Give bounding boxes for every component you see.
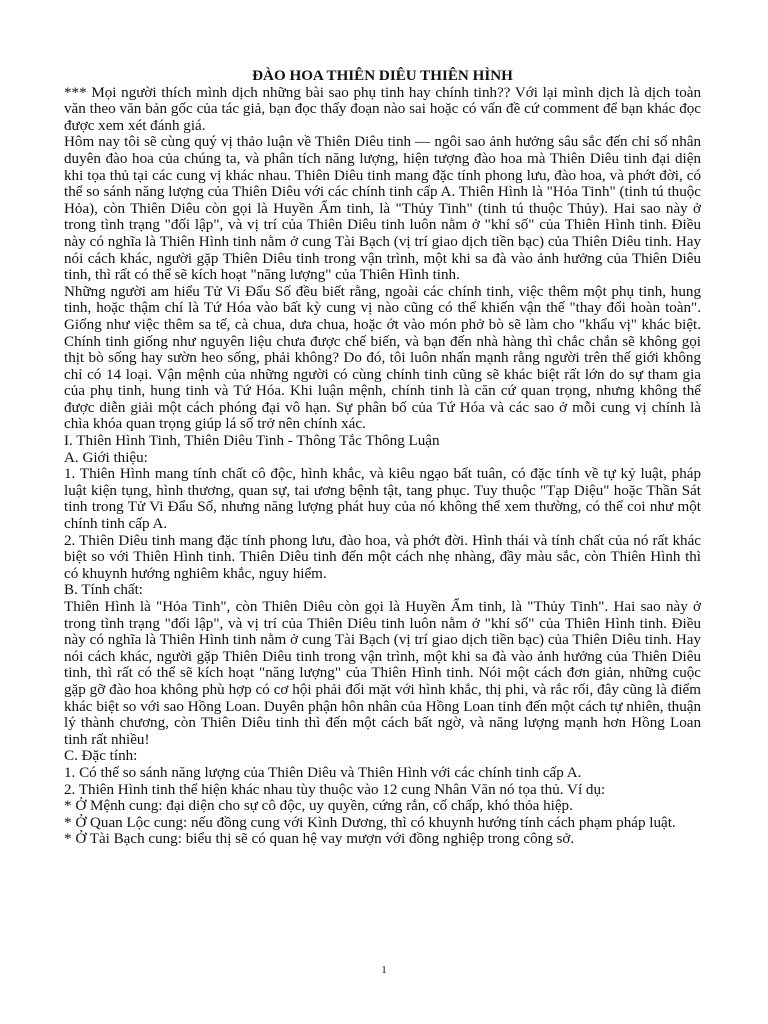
- subsection-heading-c: C. Đặc tính:: [64, 748, 138, 765]
- bullet-item-tai-bach: * Ở Tài Bạch cung: biểu thị sẽ có quan hệ vay mượn với đồng nghiệp trong công sở.: [64, 831, 575, 848]
- section-heading-1: I. Thiên Hình Tinh, Thiên Diêu Tinh - Thông Tắc Thông Luận: [64, 433, 440, 450]
- introduction-paragraph: Hôm nay tôi sẽ cùng quý vị thảo luận về Thiên Diêu tinh — ngôi sao ảnh hưởng sâu sắc đến chỉ số nhân duyên đào hoa của chúng ta, và phân tích năng lượng, hiện tượng đào hoa mà Thiên Diêu tinh đại diện khi tọa thủ tại các cung vị khác nhau. Thiên Diêu tinh mang đặc tính phong lưu, đào hoa, và phớt đời, có thể so sánh năng lượng của Thiên Diêu với các chính tinh cấp A. Thiên Hình là "Hỏa Tinh" (tinh tú thuộc Hỏa), còn Thiên Diêu còn gọi là Huyền Ẩm tinh, là "Thủy Tinh" (tinh tú thuộc Thủy). Hai sao này ở trong tình trạng "đối lập", và vị trí của Thiên Diêu tinh luôn nằm ở "khí số" của Thiên Hình tinh. Điều này có nghĩa là Thiên Hình tinh nằm ở cung Tài Bạch (vị trí giao dịch tiền bạc) của Thiên Diêu tinh. Hay nói cách khác, người gặp Thiên Diêu tinh trong vận trình, một khi sa đà vào ảnh hưởng của Thiên Diêu tinh, thì rất có thể sẽ kích hoạt "năng lượng" của Thiên Hình tinh.: [64, 134, 701, 284]
- subsection-heading-b: B. Tính chất:: [64, 582, 143, 599]
- page-number: 1: [381, 964, 387, 976]
- characteristic-item-1: 1. Có thể so sánh năng lượng của Thiên Diêu và Thiên Hình với các chính tinh cấp A.: [64, 764, 582, 781]
- properties-paragraph: Thiên Hình là "Hỏa Tinh", còn Thiên Diêu còn gọi là Huyền Ẩm tinh, là "Thủy Tinh". Hai sao này ở trong tình trạng "đối lập", và vị trí của Thiên Diêu tinh luôn nằm ở "khí số" của Thiên Hình tinh. Điều này có nghĩa là Thiên Hình tinh nằm ở cung Tài Bạch (vị trí giao dịch tiền bạc) của Thiên Diêu tinh. Hay nói cách khác, người gặp Thiên Diêu tinh trong vận trình, một khi sa đà vào ảnh hưởng của Thiên Diêu tinh, thì rất có thể sẽ kích hoạt "năng lượng" của Thiên Hình tinh. Nói một cách đơn giản, những cuộc gặp gỡ đào hoa không phù hợp có cơ hội phải đối mặt với hình khắc, thị phi, và rắc rối, đây cũng là điểm khác biệt so với sao Hồng Loan. Duyên phận hôn nhân của Hồng Loan tinh đến một cách tự nhiên, thuận lý thành chương, còn Thiên Diêu tinh thì đến một cách bất ngờ, và năng lượng mạnh hơn Hồng Loan tinh rất nhiều!: [64, 599, 701, 748]
- subsection-heading-a: A. Giới thiệu:: [64, 449, 148, 466]
- document-page: [64, 68, 701, 848]
- list-item-1: 1. Thiên Hình mang tính chất cô độc, hình khắc, và kiêu ngạo bất tuân, có đặc tính về tự kỷ luật, pháp luật kiện tụng, hình thương, quan sự, tai ương bệnh tật, tang phục. Tuy thuộc "Tạp Diệu" hoặc Thần Sát tinh trong Tử Vi Đẩu Số, nhưng năng lượng phát huy của nó không thể xem thường, có thể coi như một chính tinh cấp A.: [64, 466, 701, 533]
- intro-note-paragraph: *** Mọi người thích mình dịch những bài sao phụ tinh hay chính tinh?? Với lại mình dịch là dịch toàn văn theo văn bản gốc của tác giả, bạn đọc thấy đoạn nào sai hoặc có vấn đề cứ comment để bạn khác đọc được xem xét đánh giá.: [64, 84, 701, 134]
- document-title: ĐÀO HOA THIÊN DIÊU THIÊN HÌNH: [252, 68, 513, 84]
- bullet-item-quan-loc: * Ở Quan Lộc cung: nếu đồng cung với Kình Dương, thì có khuynh hướng tính cách phạm pháp luật.: [64, 814, 676, 831]
- tu-vi-paragraph: Những người am hiểu Tử Vi Đẩu Số đều biết rằng, ngoài các chính tinh, việc thêm một phụ tinh, hung tinh, hoặc thậm chí là Tứ Hóa vào bất kỳ cung vị nào cũng có thể khiến vận thế "thay đổi hoàn toàn". Giống như việc thêm sa tế, cà chua, dưa chua, hoặc ớt vào món phở bò sẽ làm cho "khẩu vị" khác biệt. Chính tinh giống như nguyên liệu chưa được chế biến, và bạn đến nhà hàng thì chắc chắn sẽ không gọi thịt bò sống hay sườn heo sống, phải không? Do đó, tôi luôn nhấn mạnh rằng người trên thế giới không chỉ có 14 loại. Vận mệnh của những người có cùng chính tinh cũng sẽ khác biệt rất lớn do sự tham gia của phụ tinh, hung tinh và Tứ Hóa. Khi luận mệnh, chính tinh là căn cứ quan trọng, nhưng không thể được diễn giải một cách phóng đại vô hạn. Sự phân bố của Tứ Hóa và các sao ở mỗi cung vị chính là chìa khóa quan trọng giúp lá số trở nên chính xác.: [64, 283, 701, 433]
- bullet-item-menh: * Ở Mệnh cung: đại diện cho sự cô độc, uy quyền, cứng rắn, cố chấp, khó thỏa hiệp.: [64, 798, 573, 815]
- characteristic-item-2: 2. Thiên Hình tinh thể hiện khác nhau tùy thuộc vào 12 cung Nhân Văn nó tọa thủ. Ví dụ:: [64, 781, 606, 798]
- list-item-2: 2. Thiên Diêu tinh mang đặc tính phong lưu, đào hoa, và phớt đời. Hình thái và tính chất của nó rất khác biệt so với Thiên Hình tinh. Thiên Diêu tinh đến một cách nhẹ nhàng, đầy màu sắc, còn Thiên Hình thì có khuynh hướng nghiêm khắc, nguy hiểm.: [64, 532, 701, 582]
